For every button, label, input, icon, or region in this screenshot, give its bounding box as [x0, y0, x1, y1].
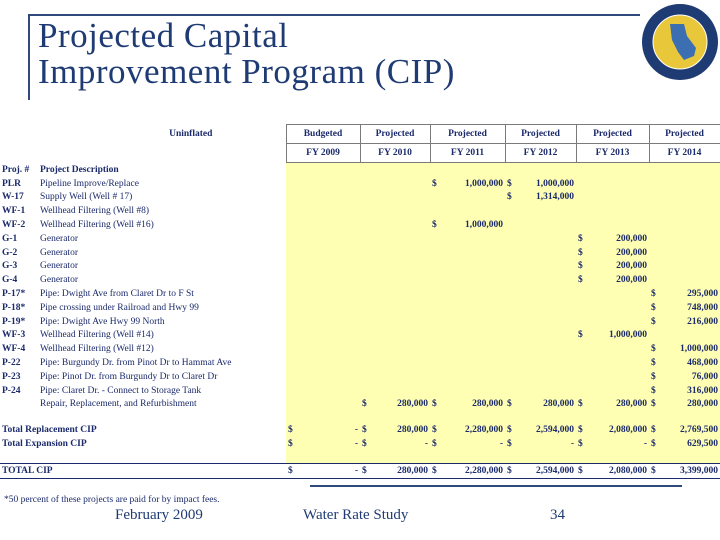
header-row-columns [0, 163, 720, 177]
cell-value [505, 246, 576, 260]
cell-value: $ 1,000,000 [578, 330, 647, 341]
cell-value [430, 356, 505, 370]
total-value: $ 2,280,000 [432, 425, 503, 436]
cell-value [505, 287, 576, 301]
cell-value [430, 384, 505, 398]
cell-value: $ 316,000 [651, 385, 718, 396]
col-year-4: FY 2013 [576, 144, 649, 163]
col-group-0: Budgeted [286, 125, 360, 144]
cell-value [576, 301, 649, 315]
table-row [0, 204, 720, 218]
project-description: Pipe: Pinot Dr. from Burgundy Dr to Claret Dr [40, 371, 218, 382]
cell-value [430, 329, 505, 343]
total-value: $ 2,080,000 [578, 425, 647, 436]
cell-value: $ 280,000 [578, 399, 647, 410]
cell-value: $ 200,000 [578, 247, 647, 258]
table-row [0, 398, 720, 412]
cell-value: $ 200,000 [578, 275, 647, 286]
table-row [0, 329, 720, 343]
footer-study: Water Rate Study [303, 507, 409, 523]
cell-value [505, 329, 576, 343]
cell-value: $ 1,000,000 [651, 344, 718, 355]
footer-page-number: 34 [550, 507, 565, 523]
table-row [0, 287, 720, 301]
cell-value [286, 315, 360, 329]
project-description: Generator [40, 275, 78, 286]
cell-value [430, 315, 505, 329]
total-value: $ 2,769,500 [651, 425, 718, 436]
cell-value [430, 204, 505, 218]
cell-value [286, 232, 360, 246]
cell-value: $ 1,000,000 [507, 178, 574, 189]
col-year-0: FY 2009 [286, 144, 360, 163]
cell-value [286, 204, 360, 218]
project-number: P-22 [2, 358, 21, 369]
project-number: WF-1 [2, 206, 26, 217]
col-group-3: Projected [505, 125, 576, 144]
cell-value [360, 232, 430, 246]
cell-value [286, 246, 360, 260]
project-description: Repair, Replacement, and Refurbishment [40, 399, 197, 410]
title-line-1: Projected Capital [38, 16, 289, 55]
cell-value: $ 280,000 [651, 399, 718, 410]
cell-value [576, 191, 649, 205]
cell-value [649, 260, 720, 274]
project-description: Wellhead Filtering (Well #14) [40, 330, 154, 341]
table-row [0, 191, 720, 205]
project-description: Wellhead Filtering (Well #16) [40, 220, 154, 231]
cell-value [576, 384, 649, 398]
project-number [0, 398, 38, 412]
project-number: WF-3 [2, 330, 26, 341]
col-year-5: FY 2014 [649, 144, 720, 163]
project-description: Generator [40, 261, 78, 272]
cell-value: $ 295,000 [651, 289, 718, 300]
cell-value [430, 273, 505, 287]
cell-value [360, 204, 430, 218]
cell-value [505, 370, 576, 384]
project-description: Pipe: Dwight Ave Hwy 99 North [40, 316, 165, 327]
table-row [0, 301, 720, 315]
cell-value [505, 273, 576, 287]
cell-value [360, 384, 430, 398]
cell-value [430, 342, 505, 356]
project-description: Supply Well (Well # 17) [40, 192, 133, 203]
cell-value [286, 356, 360, 370]
cell-value [649, 246, 720, 260]
project-description: Wellhead Filtering (Well #12) [40, 344, 154, 355]
grand-total-value: $ - [288, 465, 358, 476]
header-row-groups [0, 125, 720, 144]
cell-value [360, 246, 430, 260]
total-value: $ - [578, 439, 647, 450]
cell-value: $ 200,000 [578, 233, 647, 244]
cell-value [430, 246, 505, 260]
table-row [0, 260, 720, 274]
total-value: $ 2,594,000 [507, 425, 574, 436]
cip-table [0, 124, 720, 479]
project-number: WF-4 [2, 344, 26, 355]
footnote: *50 percent of these projects are paid for by impact fees. [4, 495, 220, 505]
table-row [0, 356, 720, 370]
cell-value [360, 342, 430, 356]
project-number: P-24 [2, 385, 21, 396]
cell-value [576, 218, 649, 232]
cell-value [505, 260, 576, 274]
table-row [0, 342, 720, 356]
project-description: Generator [40, 247, 78, 258]
cell-value [576, 356, 649, 370]
cell-value [360, 260, 430, 274]
cell-value: $ 76,000 [651, 371, 718, 382]
project-description: Generator [40, 233, 78, 244]
total-row [0, 437, 720, 451]
project-number: PLR [2, 178, 21, 189]
city-seal-logo [640, 2, 720, 82]
total-label: Total Expansion CIP [2, 439, 87, 450]
total-label: Total Replacement CIP [2, 425, 97, 436]
total-row [0, 423, 720, 437]
cell-value: $ 280,000 [507, 399, 574, 410]
table-row [0, 246, 720, 260]
cell-value [360, 287, 430, 301]
total-value: $ - [362, 439, 428, 450]
cell-value [649, 273, 720, 287]
cell-value [576, 342, 649, 356]
cell-value [360, 273, 430, 287]
total-value: $ 280,000 [362, 425, 428, 436]
cell-value: $ 280,000 [432, 399, 503, 410]
table-row [0, 218, 720, 232]
cell-value [286, 273, 360, 287]
cell-value [286, 218, 360, 232]
cell-value [576, 287, 649, 301]
cell-value [286, 398, 360, 412]
project-description-header: Project Description [40, 164, 119, 175]
project-description: Wellhead Filtering (Well #8) [40, 206, 150, 217]
cell-value [649, 191, 720, 205]
col-year-3: FY 2012 [505, 144, 576, 163]
cell-value [576, 204, 649, 218]
total-value: $ - [507, 439, 574, 450]
cell-value: $ 216,000 [651, 316, 718, 327]
project-rows [0, 177, 720, 412]
cell-value [649, 177, 720, 191]
cell-value [505, 218, 576, 232]
project-number: G-2 [2, 247, 18, 258]
cell-value [360, 329, 430, 343]
total-rows [0, 411, 720, 478]
footer-divider [310, 485, 682, 487]
project-description: Pipe: Dwight Ave from Claret Dr to F St [40, 289, 194, 300]
cell-value [505, 301, 576, 315]
cell-value [430, 232, 505, 246]
project-number: WF-2 [2, 220, 26, 231]
project-number: P-19* [2, 316, 26, 327]
page-title [38, 18, 455, 90]
cell-value [576, 315, 649, 329]
cell-value [505, 232, 576, 246]
table-row [0, 177, 720, 191]
cell-value [505, 384, 576, 398]
cell-value [360, 356, 430, 370]
cell-value [286, 191, 360, 205]
grand-total-value: $ 280,000 [362, 465, 428, 476]
cell-value: $ 1,000,000 [432, 220, 503, 231]
uninflated-label: Uninflated [169, 129, 213, 139]
cell-value [360, 218, 430, 232]
cell-value [505, 315, 576, 329]
project-number: P-17* [2, 289, 26, 300]
cell-value: $ 748,000 [651, 302, 718, 313]
cell-value [286, 370, 360, 384]
cell-value [286, 342, 360, 356]
total-value: $ - [288, 439, 358, 450]
project-description: Pipeline Improve/Replace [40, 178, 139, 189]
cell-value [505, 204, 576, 218]
cell-value: $ 280,000 [362, 399, 428, 410]
grand-total-value: $ 2,594,000 [507, 465, 574, 476]
cell-value [649, 218, 720, 232]
cell-value [360, 315, 430, 329]
col-year-2: FY 2011 [430, 144, 505, 163]
project-number: G-4 [2, 275, 18, 286]
cell-value [360, 301, 430, 315]
cell-value: $ 1,000,000 [432, 178, 503, 189]
cell-value [430, 370, 505, 384]
cell-value: $ 468,000 [651, 358, 718, 369]
cell-value: $ 1,314,000 [507, 192, 574, 203]
total-value: $ - [288, 425, 358, 436]
footer-date: February 2009 [115, 507, 203, 523]
grand-total-row [0, 463, 720, 478]
project-description: Pipe crossing under Railroad and Hwy 99 [40, 302, 199, 313]
project-description: Pipe: Claret Dr. - Connect to Storage Tank [40, 385, 202, 396]
table-row [0, 273, 720, 287]
cell-value [649, 204, 720, 218]
table-row [0, 370, 720, 384]
cell-value [649, 329, 720, 343]
title-line-2: Improvement Program (CIP) [38, 52, 455, 91]
project-description: Pipe: Burgundy Dr. from Pinot Dr to Hammat Ave [40, 358, 232, 369]
col-group-4: Projected [576, 125, 649, 144]
cell-value [505, 356, 576, 370]
project-number: P-23 [2, 371, 21, 382]
grand-total-value: $ 3,399,000 [651, 465, 718, 476]
cell-value [360, 370, 430, 384]
project-number: G-3 [2, 261, 18, 272]
project-number: W-17 [2, 192, 24, 203]
grand-total-value: $ 2,280,000 [432, 465, 503, 476]
total-value: $ 629,500 [651, 439, 718, 450]
project-number: G-1 [2, 233, 18, 244]
col-group-1: Projected [360, 125, 430, 144]
total-value: $ - [432, 439, 503, 450]
cell-value: $ 200,000 [578, 261, 647, 272]
cell-value [505, 342, 576, 356]
cell-value [430, 191, 505, 205]
grand-total-value: $ 2,080,000 [578, 465, 647, 476]
cell-value [360, 191, 430, 205]
cell-value [576, 370, 649, 384]
cell-value [286, 384, 360, 398]
col-group-2: Projected [430, 125, 505, 144]
header-row-years [0, 144, 720, 163]
cell-value [430, 287, 505, 301]
proj-num-header: Proj. # [2, 164, 30, 175]
cell-value [430, 301, 505, 315]
cell-value [360, 177, 430, 191]
grand-total-label: TOTAL CIP [2, 465, 53, 476]
cell-value [286, 329, 360, 343]
title-frame-left [28, 14, 30, 100]
table-row [0, 384, 720, 398]
cell-value [430, 260, 505, 274]
cell-value [576, 177, 649, 191]
table-row [0, 232, 720, 246]
cell-value [286, 301, 360, 315]
col-group-5: Projected [649, 125, 720, 144]
project-number: P-18* [2, 302, 26, 313]
table-row [0, 315, 720, 329]
cell-value [649, 232, 720, 246]
cell-value [286, 260, 360, 274]
cell-value [286, 287, 360, 301]
cell-value [286, 177, 360, 191]
col-year-1: FY 2010 [360, 144, 430, 163]
